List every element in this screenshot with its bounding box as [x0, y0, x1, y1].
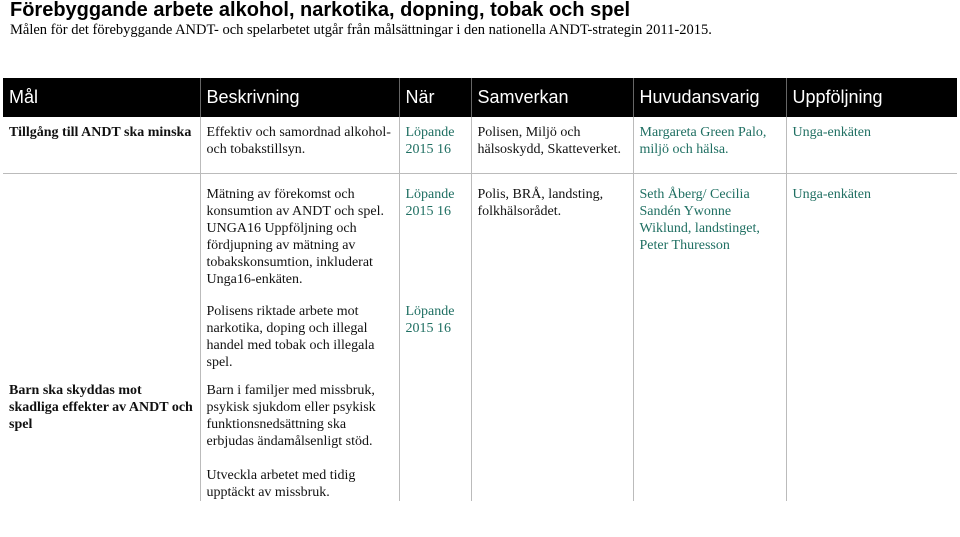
when-period: 2015 16 — [405, 204, 451, 219]
table-row — [3, 292, 957, 373]
header-huvudansvarig: Huvudansvarig — [633, 78, 786, 117]
header-samverkan: Samverkan — [471, 78, 633, 117]
when-cell — [399, 292, 471, 373]
description-text: Polisens riktade arbete mot narkotika, doping och illegal handel med tobak och illegala spel. — [206, 304, 375, 370]
table-row — [3, 117, 957, 174]
table-row — [3, 373, 957, 501]
cooperation-cell — [471, 373, 633, 501]
followup-cell — [786, 373, 957, 501]
when-period: 2015 16 — [405, 321, 451, 336]
when-status: Löpande — [405, 187, 455, 202]
when-cell — [399, 174, 471, 293]
table-row — [3, 174, 957, 293]
when-cell — [399, 117, 471, 174]
description-text: Mätning av förekomst och konsumtion av ANDT och spel. UNGA16 Uppföljning och fördjupning av mätning av tobakskonsumtion, inkluderat Unga16-enkäten. — [206, 187, 384, 287]
followup-cell: Unga-enkäten — [786, 174, 957, 293]
when-status: Löpande — [405, 125, 455, 140]
responsible-cell: Margareta Green Palo, miljö och hälsa. — [633, 117, 786, 174]
description-cell — [200, 117, 399, 174]
header-uppfoljning: Uppföljning — [786, 78, 957, 117]
responsible-cell: Seth Åberg/ Cecilia Sandén Ywonne Wiklund, landstinget, Peter Thuresson — [633, 174, 786, 293]
goal-cell: Barn ska skyddas mot skadliga effekter av ANDT och spel — [9, 383, 193, 432]
goal-cell — [3, 174, 200, 293]
description-cell — [200, 292, 399, 373]
description-text: Utveckla arbetet med tidig upptäckt av missbruk. — [206, 468, 356, 500]
andt-plan-table — [3, 78, 957, 501]
followup-cell — [786, 292, 957, 373]
cooperation-cell — [471, 117, 633, 174]
when-status: Löpande — [405, 304, 455, 319]
cooperation-text: Polisen, Miljö och hälsoskydd, Skatteverket. — [477, 125, 621, 157]
table-header-row — [3, 78, 957, 117]
goal-cell — [3, 292, 200, 373]
description-cell — [200, 174, 399, 293]
followup-cell: Unga-enkäten — [786, 117, 957, 174]
cooperation-cell — [471, 292, 633, 373]
header-beskrivning: Beskrivning — [200, 78, 399, 117]
goal-cell: Tillgång till ANDT ska minska — [3, 117, 200, 174]
page-title: Förebyggande arbete alkohol, narkotika, dopning, tobak och spel — [10, 0, 631, 21]
responsible-cell — [633, 373, 786, 501]
responsible-cell — [633, 292, 786, 373]
description-text: Barn i familjer med missbruk, psykisk sjukdom eller psykisk funktionsnedsättning ska erbjudas ändamålsenligt stöd. — [206, 383, 376, 449]
cooperation-cell: Polis, BRÅ, landsting, folkhälsorådet. — [471, 174, 633, 293]
when-period: 2015 16 — [405, 142, 451, 157]
header-nar: När — [399, 78, 471, 117]
description-text: Effektiv och samordnad alkohol- och tobakstillsyn. — [206, 125, 391, 157]
header-mal: Mål — [3, 78, 200, 117]
description-cell — [200, 373, 399, 501]
page-subtitle: Målen för det förebyggande ANDT- och spelarbetet utgår från målsättningar i den nationella ANDT-strategin 2011-2015. — [10, 22, 712, 38]
when-cell — [399, 373, 471, 501]
